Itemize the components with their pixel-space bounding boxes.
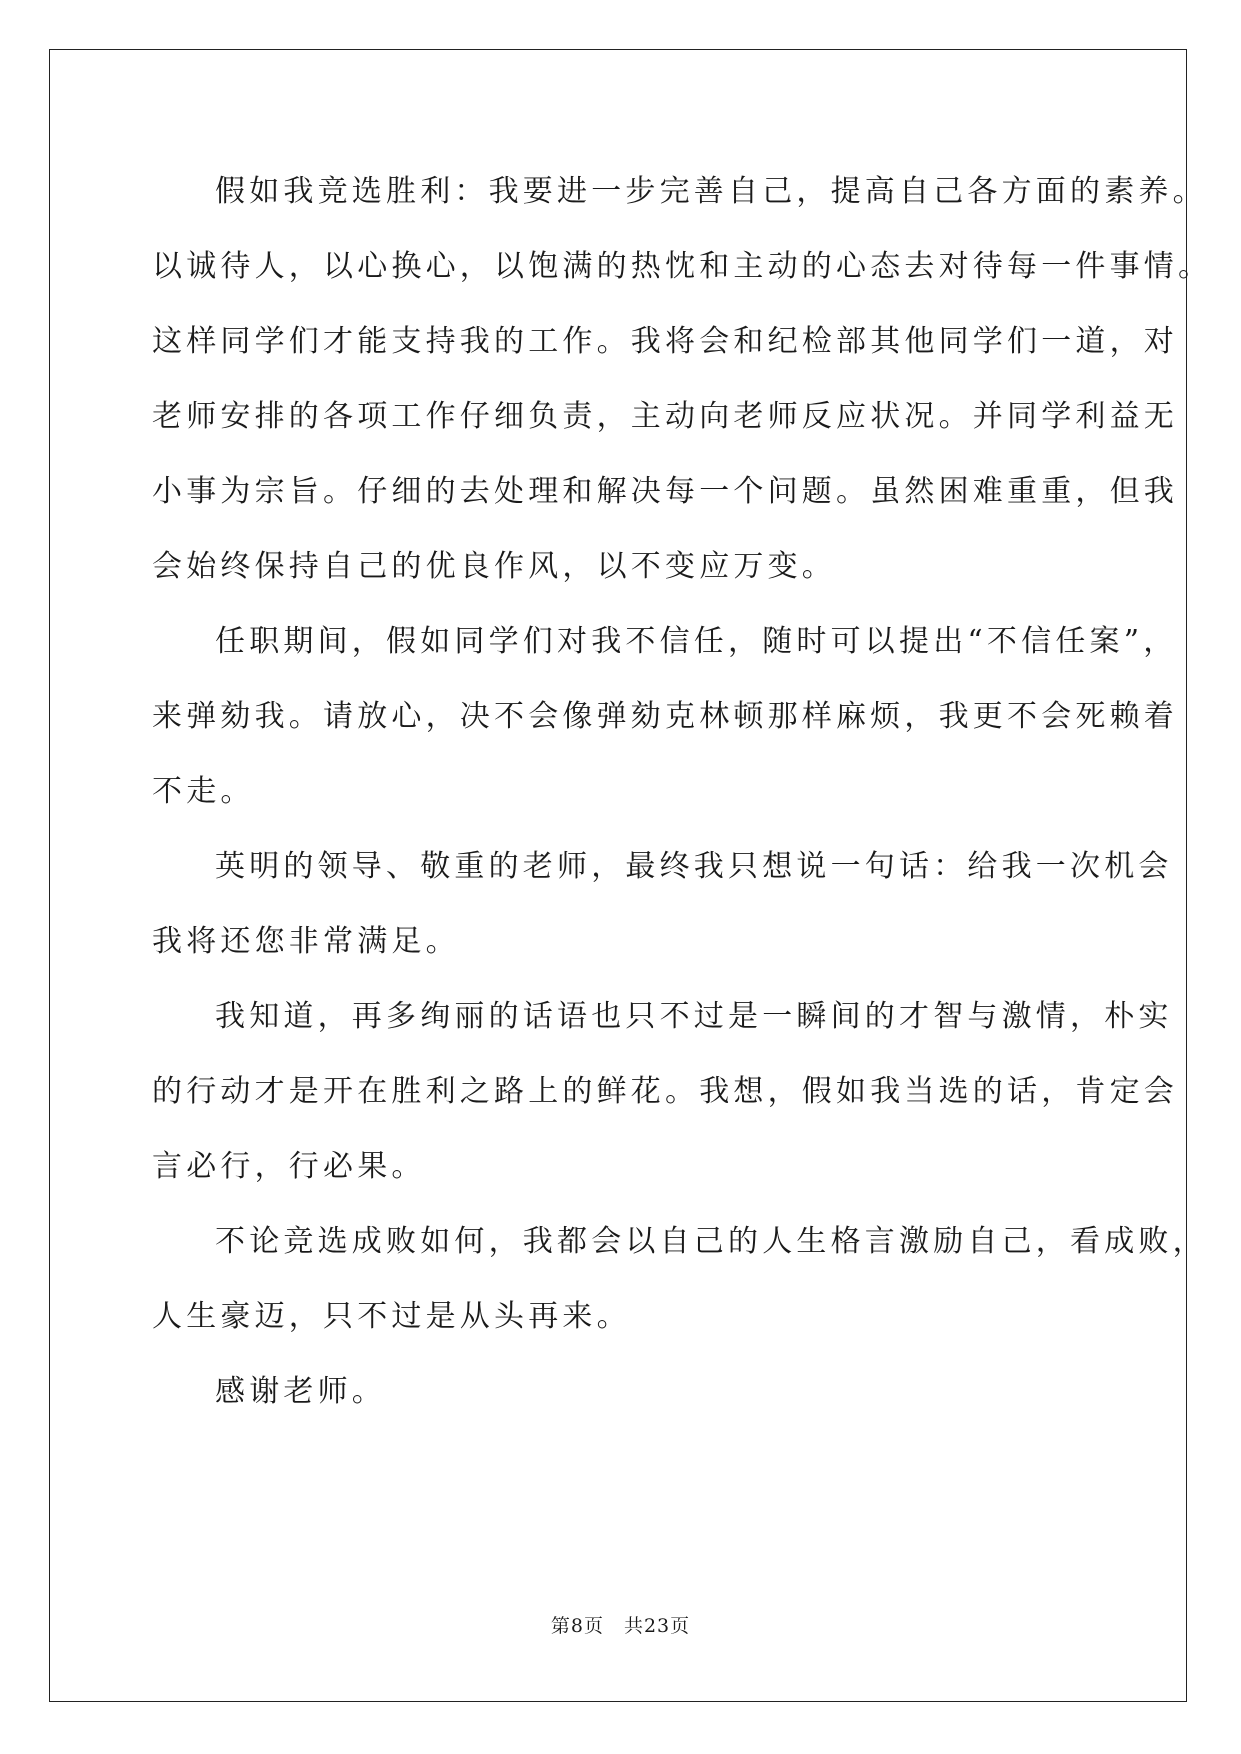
text-line: 的行动才是开在胜利之路上的鲜花。我想，假如我当选的话，肯定会 <box>152 1074 1178 1109</box>
text-line: 英明的领导、敬重的老师，最终我只想说一句话：给我一次机会 <box>215 849 1173 884</box>
text-line: 小事为宗旨。仔细的去处理和解决每一个问题。虽然困难重重，但我 <box>152 474 1178 509</box>
text-line: 会始终保持自己的优良作风，以不变应万变。 <box>152 549 836 584</box>
text-line: 任职期间，假如同学们对我不信任，随时可以提出“不信任案”， <box>215 624 1178 659</box>
current-page-label: 第8页 <box>550 1615 604 1637</box>
text-line: 人生豪迈，只不过是从头再来。 <box>152 1299 631 1334</box>
text-line: 感谢老师。 <box>215 1374 386 1409</box>
text-line: 假如我竞选胜利：我要进一步完善自己，提高自己各方面的素养。 <box>215 174 1207 209</box>
text-line: 我将还您非常满足。 <box>152 924 460 959</box>
page-footer <box>0 1614 1241 1638</box>
text-line: 以诚待人，以心换心，以饱满的热忱和主动的心态去对待每一件事情。 <box>152 249 1213 284</box>
text-line: 这样同学们才能支持我的工作。我将会和纪检部其他同学们一道，对 <box>152 324 1178 359</box>
total-pages-label: 共23页 <box>623 1615 691 1637</box>
text-line: 不走。 <box>152 774 255 809</box>
text-line: 来弹劾我。请放心，决不会像弹劾克林顿那样麻烦，我更不会死赖着 <box>152 699 1178 734</box>
text-line: 我知道，再多绚丽的话语也只不过是一瞬间的才智与激情，朴实 <box>215 999 1173 1034</box>
text-line: 言必行，行必果。 <box>152 1149 426 1184</box>
text-line: 不论竞选成败如何，我都会以自己的人生格言激励自己，看成败， <box>215 1224 1207 1259</box>
text-line: 老师安排的各项工作仔细负责，主动向老师反应状况。并同学利益无 <box>152 399 1178 434</box>
